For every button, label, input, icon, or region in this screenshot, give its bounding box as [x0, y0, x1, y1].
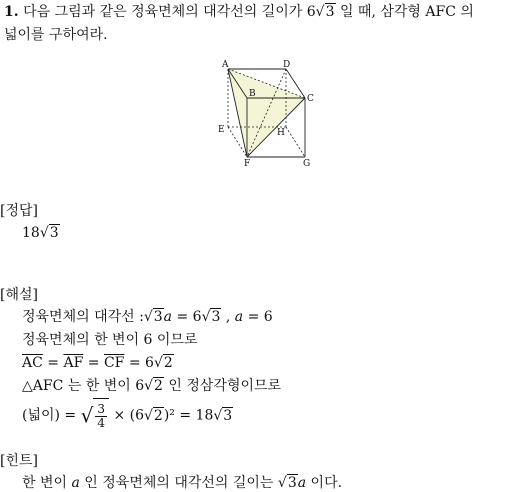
- solution-line-2: 정육면체의 한 변이 6 이므로: [22, 332, 198, 348]
- hint-text: 한 변이 a 인 정육면체의 대각선의 길이는 √3a 이다.: [22, 475, 343, 491]
- radicand: 3: [325, 4, 335, 20]
- problem-text-b: 일 때, 삼각형 AFC 의: [335, 4, 474, 20]
- label-g: G: [303, 159, 311, 168]
- problem-text-a: 다음 그림과 같은 정육면체의 대각선의 길이가 6: [23, 4, 316, 20]
- cube-figure: [212, 56, 322, 168]
- answer-header: [정답]: [0, 203, 38, 219]
- solution-line-1: 정육면체의 대각선 :√3a = 6√3 , a = 6: [22, 309, 273, 325]
- solution-line-5: (넓이) = √ $\frac{3}{4}$ × (6√2)² = 18√3: [22, 398, 233, 433]
- radical: √3: [39, 225, 59, 241]
- label-d: D: [283, 60, 291, 70]
- radical: √3: [315, 4, 335, 20]
- problem-line-2: 넓이를 구하여라.: [4, 27, 108, 43]
- hint-header: [힌트]: [0, 453, 38, 469]
- answer-value: [22, 224, 60, 242]
- radicand: 3: [49, 225, 59, 241]
- solution-line-3: $\overline{AC} = \overline{AF} = \overline{CF} = 6√2$: [22, 355, 173, 371]
- label-b: B: [249, 89, 256, 99]
- fraction: $\frac{3}{4}$: [97, 401, 105, 430]
- label-c: C: [307, 94, 314, 104]
- label-a: A: [222, 60, 229, 70]
- label-h: H: [277, 128, 285, 138]
- answer-coef: 18: [22, 225, 40, 241]
- problem-number: 1.: [4, 4, 19, 20]
- problem-line-1: [4, 3, 474, 21]
- solution-line-4: △AFC 는 한 변이 6√2 인 정삼각형이므로: [22, 378, 282, 394]
- solution-header: [해설]: [0, 287, 38, 303]
- label-f: F: [244, 159, 251, 168]
- label-e: E: [218, 125, 225, 135]
